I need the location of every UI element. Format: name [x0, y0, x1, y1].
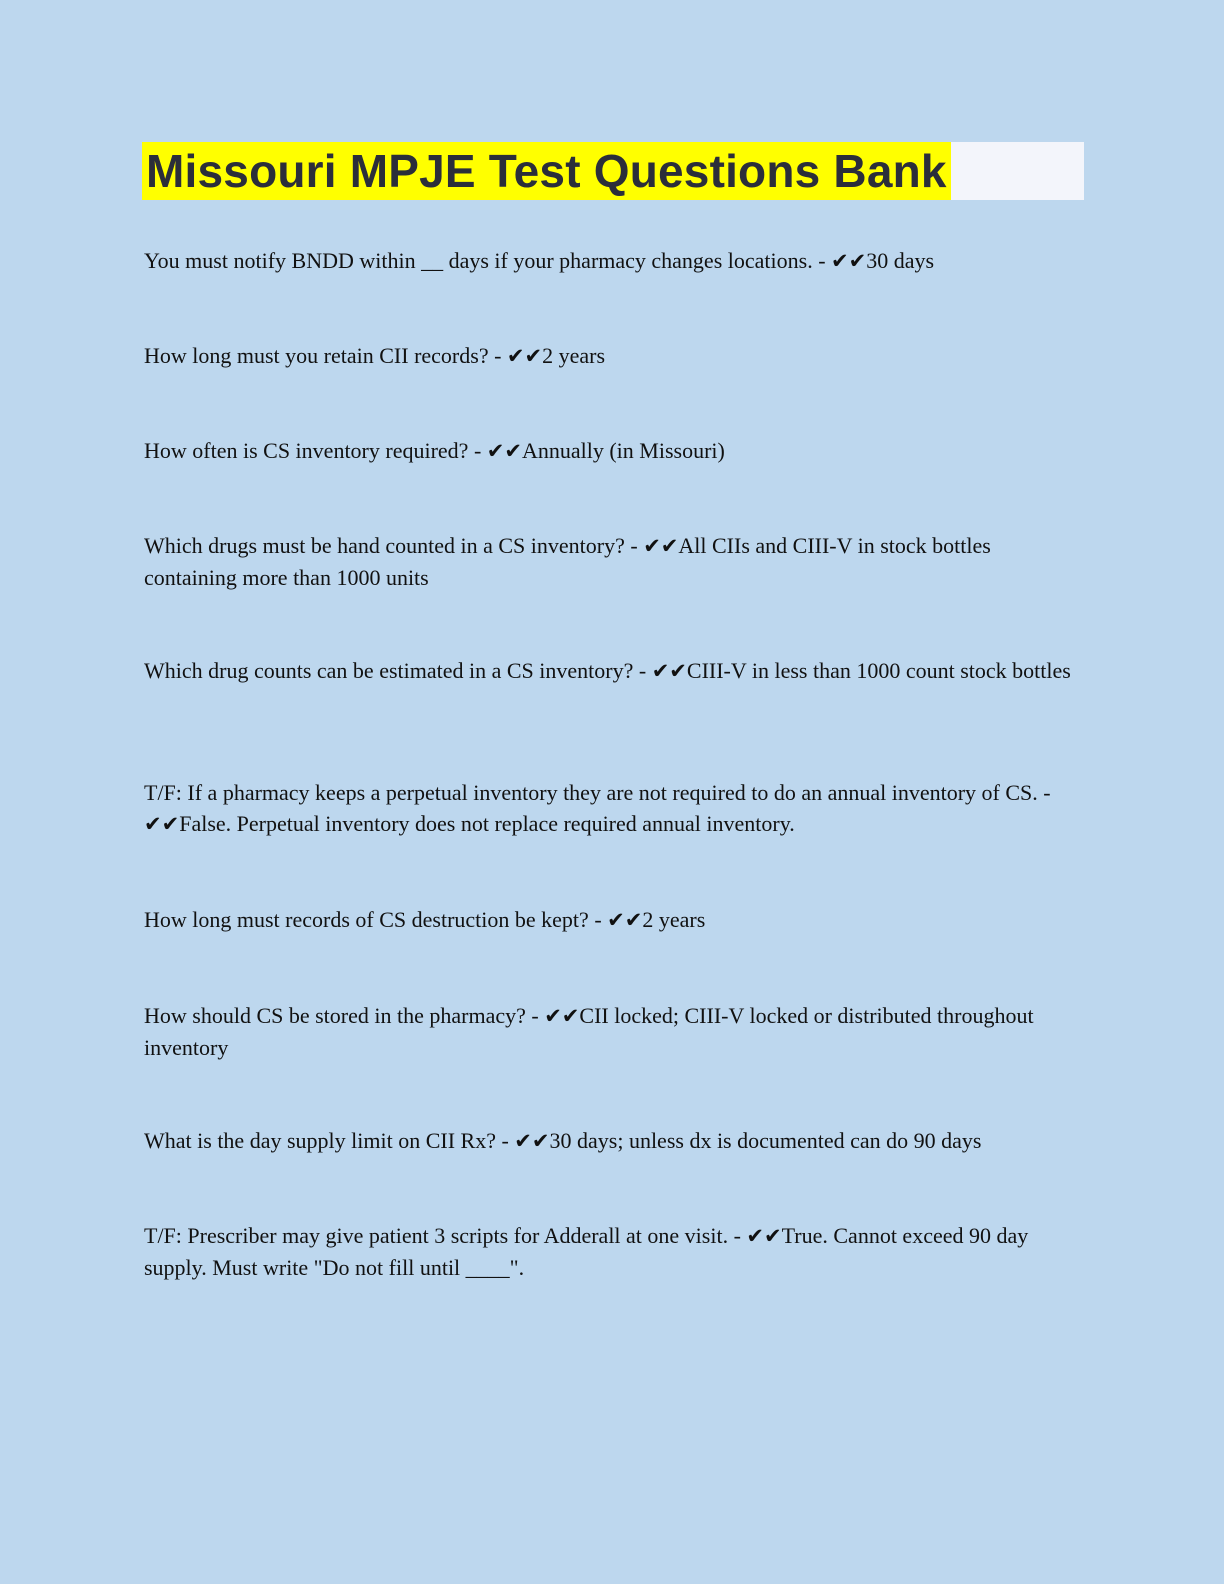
qa-item-4: Which drugs must be hand counted in a CS inventory? - ✔✔All CIIs and CIII-V in stock bottles containing more than 1000 units	[144, 533, 991, 590]
check-icon: ✔✔	[506, 344, 543, 368]
check-icon: ✔✔	[831, 249, 867, 273]
answer-text: 30 days; unless dx is documented can do 90 days	[549, 1128, 982, 1153]
page-title: Missouri MPJE Test Questions Bank	[142, 142, 951, 200]
question-text: How long must you retain CII records?	[144, 343, 489, 368]
qa-item-9: What is the day supply limit on CII Rx? - ✔✔30 days; unless dx is documented can do 90 days	[144, 1128, 982, 1153]
check-icon: ✔✔	[486, 439, 522, 463]
check-icon: ✔✔	[514, 1129, 550, 1153]
question-text: You must notify BNDD within __ days if your pharmacy changes locations.	[144, 248, 813, 273]
question-text: T/F: If a pharmacy keeps a perpetual inventory they are not required to do an annual inventory of CS.	[144, 780, 1038, 805]
check-icon: ✔✔	[607, 908, 643, 932]
answer-text: 2 years	[542, 343, 606, 368]
answer-text: True. Cannot exceed 90 day supply. Must write "Do not fill until ____".	[144, 1223, 1029, 1280]
check-icon: ✔✔	[643, 534, 679, 558]
check-icon: ✔✔	[144, 812, 180, 836]
check-icon: ✔✔	[746, 1224, 782, 1248]
check-icon: ✔✔	[544, 1004, 580, 1028]
question-text: What is the day supply limit on CII Rx?	[144, 1128, 496, 1153]
question-text: How should CS be stored in the pharmacy?	[144, 1003, 526, 1028]
answer-text: False. Perpetual inventory does not replace required annual inventory.	[179, 811, 795, 836]
answer-text: 30 days	[866, 248, 935, 273]
title-bar	[142, 142, 1084, 200]
question-text: How long must records of CS destruction be kept?	[144, 907, 589, 932]
check-icon: ✔✔	[651, 659, 687, 683]
answer-text: Annually (in Missouri)	[521, 438, 725, 463]
question-text: Which drug counts can be estimated in a CS inventory?	[144, 658, 634, 683]
question-text: Which drugs must be hand counted in a CS inventory?	[144, 533, 625, 558]
qa-item-1: You must notify BNDD within __ days if your pharmacy changes locations. - ✔✔30 days	[144, 248, 935, 273]
qa-item-7: How long must records of CS destruction be kept? - ✔✔2 years	[144, 907, 706, 932]
qa-item-8: How should CS be stored in the pharmacy? - ✔✔CII locked; CIII-V locked or distributed throughout inventory	[144, 1003, 1034, 1060]
qa-item-6: T/F: If a pharmacy keeps a perpetual inventory they are not required to do an annual inventory of CS. - ✔✔False. Perpetual inventory does not replace required annual inventory.	[144, 780, 1051, 836]
qa-item-2: How long must you retain CII records? - ✔✔2 years	[144, 343, 606, 368]
answer-text: CIII-V in less than 1000 count stock bottles	[686, 658, 1071, 683]
qa-item-3: How often is CS inventory required? - ✔✔Annually (in Missouri)	[144, 438, 725, 463]
qa-item-10: T/F: Prescriber may give patient 3 scripts for Adderall at one visit. - ✔✔True. Cannot exceed 90 day supply. Must write "Do not fill until ____".	[144, 1223, 1029, 1280]
question-text: How often is CS inventory required?	[144, 438, 469, 463]
answer-text: CII locked; CIII-V locked or distributed throughout inventory	[144, 1003, 1034, 1060]
answer-text: 2 years	[642, 907, 706, 932]
qa-item-5: Which drug counts can be estimated in a CS inventory? - ✔✔CIII-V in less than 1000 count stock bottles	[144, 658, 1071, 683]
answer-text: All CIIs and CIII-V in stock bottles containing more than 1000 units	[144, 533, 991, 590]
question-text: T/F: Prescriber may give patient 3 scripts for Adderall at one visit.	[144, 1223, 729, 1248]
